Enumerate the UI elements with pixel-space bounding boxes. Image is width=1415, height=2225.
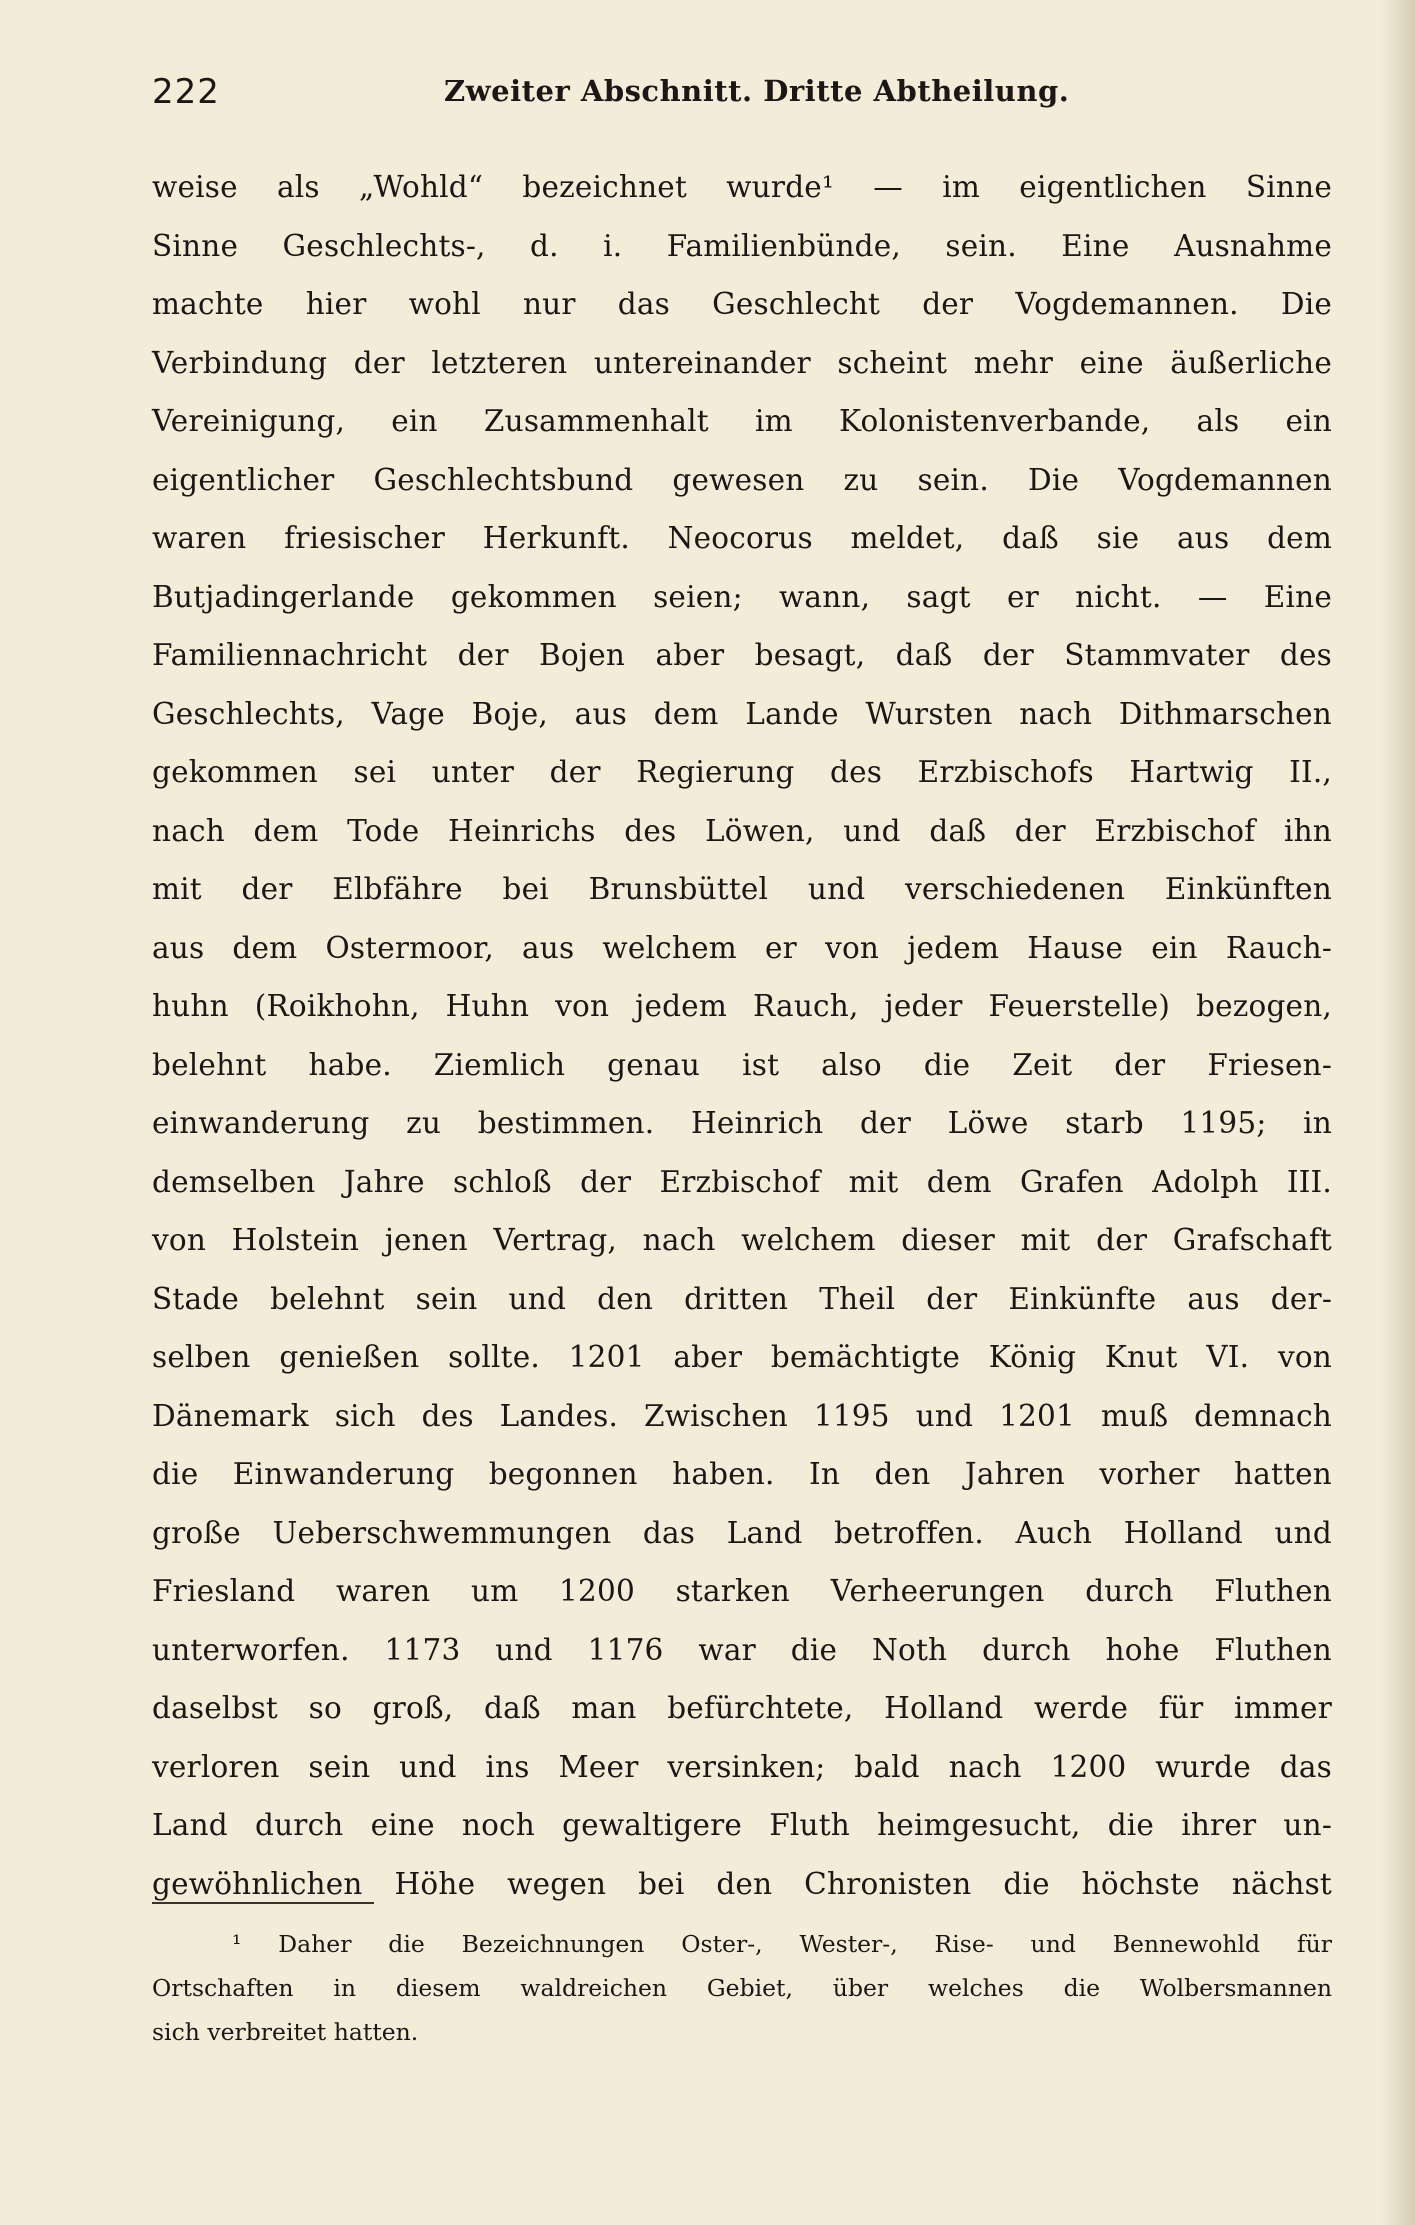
- text-line: waren friesischer Herkunft. Neocorus meldet, daß sie aus dem: [152, 521, 1332, 555]
- text-line: weise als „Wohld“ bezeichnet wurde¹ — im eigentlichen Sinne: [152, 170, 1332, 204]
- text-line: Land durch eine noch gewaltigere Fluth heimgesucht, die ihrer un-: [152, 1808, 1332, 1842]
- page-number: 222: [152, 72, 220, 112]
- text-line: daselbst so groß, daß man befürchtete, Holland werde für immer: [152, 1691, 1332, 1725]
- text-line: Geschlechts, Vage Boje, aus dem Lande Wursten nach Dithmarschen: [152, 696, 1332, 731]
- text-line: gekommen sei unter der Regierung des Erzbischofs Hartwig II.,: [152, 755, 1332, 789]
- text-line: Familiennachricht der Bojen aber besagt, daß der Stammvater des: [152, 638, 1332, 672]
- footnote-line: Ortschaften in diesem waldreichen Gebiet, über welches die Wolbersmannen: [152, 1974, 1332, 2002]
- text-line: Sinne Geschlechts-, d. i. Familienbünde, sein. Eine Ausnahme: [152, 228, 1332, 263]
- footnote-line: ¹ Daher die Bezeichnungen Oster-, Wester-, Rise- und Bennewohld für: [232, 1930, 1332, 1958]
- text-line: unterworfen. 1173 und 1176 war die Noth durch hohe Fluthen: [152, 1632, 1332, 1667]
- running-head: Zweiter Abschnitt. Dritte Abtheilung.: [444, 74, 1070, 108]
- text-line: Friesland waren um 1200 starken Verheerungen durch Fluthen: [152, 1574, 1332, 1608]
- text-line: die Einwanderung begonnen haben. In den Jahren vorher hatten: [152, 1457, 1332, 1491]
- text-line: huhn (Roikhohn, Huhn von jedem Rauch, jeder Feuerstelle) bezogen,: [152, 989, 1332, 1023]
- text-line: Butjadingerlande gekommen seien; wann, sagt er nicht. — Eine: [152, 579, 1332, 614]
- page-header: [152, 72, 1072, 122]
- text-line: von Holstein jenen Vertrag, nach welchem dieser mit der Grafschaft: [152, 1223, 1332, 1257]
- text-line: Dänemark sich des Landes. Zwischen 1195 und 1201 muß demnach: [152, 1398, 1332, 1433]
- text-line: eigentlicher Geschlechtsbund gewesen zu sein. Die Vogdemannen: [152, 462, 1332, 497]
- text-line: nach dem Tode Heinrichs des Löwen, und daß der Erzbischof ihn: [152, 813, 1332, 848]
- footnotes: [152, 1922, 1332, 2054]
- text-line: verloren sein und ins Meer versinken; bald nach 1200 wurde das: [152, 1749, 1332, 1784]
- text-line: Vereinigung, ein Zusammenhalt im Kolonistenverbande, als ein: [152, 404, 1332, 438]
- text-line: einwanderung zu bestimmen. Heinrich der Löwe starb 1195; in: [152, 1106, 1332, 1140]
- text-line: Stade belehnt sein und den dritten Theil der Einkünfte aus der-: [152, 1281, 1332, 1316]
- text-line: gewöhnlichen Höhe wegen bei den Chronisten die höchste nächst: [152, 1866, 1332, 1901]
- page-edge-shadow: [1381, 0, 1415, 2225]
- text-line: große Ueberschwemmungen das Land betroffen. Auch Holland und: [152, 1515, 1332, 1550]
- text-line: belehnt habe. Ziemlich genau ist also die Zeit der Friesen-: [152, 1047, 1332, 1082]
- text-line: aus dem Ostermoor, aus welchem er von jedem Hause ein Rauch-: [152, 930, 1332, 965]
- text-line: demselben Jahre schloß der Erzbischof mit dem Grafen Adolph III.: [152, 1164, 1332, 1199]
- text-line: selben genießen sollte. 1201 aber bemächtigte König Knut VI. von: [152, 1340, 1332, 1374]
- body-text: [152, 158, 1332, 1913]
- footnote-line: sich verbreitet hatten.: [152, 2018, 419, 2046]
- text-line: Verbindung der letzteren untereinander scheint mehr eine äußerliche: [152, 345, 1332, 380]
- text-line: mit der Elbfähre bei Brunsbüttel und verschiedenen Einkünften: [152, 872, 1332, 906]
- text-line: machte hier wohl nur das Geschlecht der Vogdemannen. Die: [152, 287, 1332, 321]
- footnote-rule: [152, 1902, 374, 1904]
